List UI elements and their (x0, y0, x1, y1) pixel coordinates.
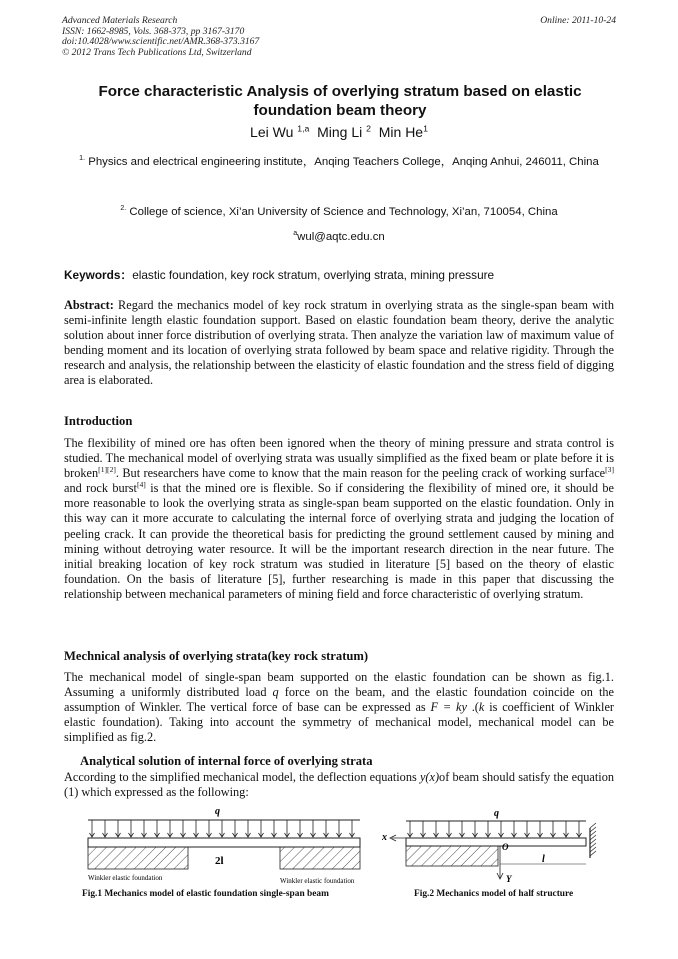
x-axis-label: x (382, 832, 387, 843)
text-run: . But researchers have come to know that the main reason for the peeling crack of working surface (115, 466, 606, 481)
support-hatch-line (590, 847, 596, 852)
fixed-support-hatch (590, 823, 596, 856)
journal-name: Advanced Materials Research (62, 15, 178, 26)
load-label: q (215, 806, 220, 817)
support-hatch-line (590, 831, 596, 836)
citation: [1][2] (98, 465, 116, 475)
origin-label: O (502, 842, 509, 852)
affiliation-2 (62, 202, 616, 223)
keywords-text: elastic foundation, key rock stratum, overlying strata, mining pressure (132, 268, 495, 282)
author-affiliation-mark: 2 (366, 123, 371, 134)
math-symbol: q (272, 685, 279, 700)
math-symbol: k (478, 700, 485, 715)
affiliation-text: College of science, Xi’an University of Science and Technology, Xi’an, 710054, China (129, 206, 558, 218)
figure-2-caption: Fig.2 Mechanics model of half structure (414, 889, 574, 899)
support-hatch-line (590, 843, 596, 848)
span-label: 2l (215, 855, 224, 867)
paper-title: Force characteristic Analysis of overlying stratum based on elastic foundation beam theory (98, 83, 582, 119)
beam (406, 838, 586, 846)
introduction-heading: Introduction (64, 414, 133, 428)
math-formula: F = ky (430, 700, 467, 715)
figure-2-diagram (382, 806, 612, 886)
left-foundation-label: Winkler elastic foundation (88, 874, 163, 882)
author-affiliation-mark: 1 (423, 123, 428, 134)
text-run: and rock burst (64, 481, 137, 496)
foundation (406, 846, 498, 866)
journal-header (62, 16, 616, 58)
mechanical-analysis-heading: Mechnical analysis of overlying strata(key rock stratum) (64, 649, 369, 663)
abstract-text: Regard the mechanics model of key rock stratum in overlying strata as the single-span beam with semi-infinite length elastic foundation support. Based on elastic foundation beam theory, derive the analytic solution about inner force distribution of overlying strata. Then analyze the variation law of maximum value of bending moment and its location of overlying strata followed by beam space and relative rigidity. Through the research and analysis, the relationship between the elasticity of elastic foundation and the stress field of digging area is elaborated. (64, 298, 614, 388)
keywords (64, 266, 616, 283)
author-list (62, 124, 616, 140)
affiliation-1 (62, 152, 616, 173)
support-hatch-line (590, 823, 596, 828)
right-foundation-label: Winkler elastic foundation (280, 877, 355, 885)
figure-1-caption: Fig.1 Mechanics model of elastic foundation single-span beam (82, 889, 329, 899)
citation: [3] (605, 465, 614, 475)
author-name: Min He (378, 124, 424, 140)
analytical-solution-heading: Analytical solution of internal force of overlying strata (80, 754, 373, 768)
text-run: force on the beam, and the elastic foundation coincide on the assumption of Winkler. The vertical force of base can be expressed as (64, 685, 614, 715)
email-mark: a (293, 230, 298, 238)
load-label: q (494, 808, 499, 819)
mechanical-analysis-body (64, 670, 614, 745)
distributed-load-arrows (408, 821, 582, 837)
support-hatch-line (590, 835, 596, 840)
affiliation-mark: 2. (120, 205, 127, 213)
text-run: The flexibility of mined ore has often been ignored when the theory of mining pressure and strata control is studied. The mechanical model of overlying strata was usually simplified as the fixed beam or plate before it is broken (64, 436, 614, 481)
affiliation-text: Physics and electrical engineering institute，Anqing Teachers College，Anqing Anhui, 246011, China (88, 156, 599, 168)
keywords-label: Keywords： (64, 268, 133, 282)
text-run: According to the simplified mechanical model, the deflection equations (64, 770, 420, 784)
abstract-label: Abstract: (64, 298, 114, 312)
citation: [4] (136, 480, 146, 490)
beam (88, 838, 360, 847)
doi-line: doi:10.4028/www.scientific.net/AMR.368-373.3167 (62, 36, 260, 48)
author-affiliation-mark: 1,a (297, 123, 310, 134)
text-run: is that the mined ore is flexible. So if considering the flexibility of mined ore, it should be more reasonable to look the overlying strata as single-span beam supported on the elastic foundation. Only in this way can it more accurate to calculating the internal force of overlying strata and judging the location of peeling crack. It can provide the theoretical basis for predicting the ground settlement caused by mining and mining without detroying water resource. It will be the important research direction in the near future. The initial breaking location of key rock stratum was studied in literature [5] based on the theory of elastic foundation. On the basis of literature [5], further researching is made in this paper that discussing the relationship between mechanical parameters of mining field and force characteristic of overlying stratum. (64, 481, 614, 601)
author-name: Lei Wu (250, 124, 294, 140)
text-run: is coefficient of Winkler elastic foundation). Taking into account the symmetry of mechanical model, mechanical model can be simplified as fig.2. (64, 700, 615, 745)
copyright-line: © 2012 Trans Tech Publications Ltd, Switzerland (62, 46, 252, 58)
analytical-solution-body (64, 770, 614, 800)
right-foundation (280, 847, 360, 869)
y-axis-label: Y (506, 874, 512, 884)
support-hatch-line (590, 851, 596, 856)
support-hatch-line (590, 827, 596, 832)
text-run: .( (466, 700, 479, 715)
email-text: wul@aqtc.edu.cn (297, 231, 385, 243)
math-formula: y(x) (419, 770, 440, 784)
online-date: Online: 2011-10-24 (540, 15, 616, 26)
left-foundation (88, 847, 188, 869)
abstract (64, 298, 614, 389)
distributed-load-arrows (90, 820, 355, 837)
length-label: l (542, 854, 545, 865)
support-hatch-line (590, 839, 596, 844)
contact-email (62, 231, 616, 243)
author-name: Ming Li (317, 124, 363, 140)
introduction-body (64, 436, 614, 602)
affiliation-mark: 1. (79, 155, 86, 163)
issn-line: ISSN: 1662-8985, Vols. 368-373, pp 3167-3170 (62, 25, 245, 37)
text-run: The mechanical model of single-span beam supported on the elastic foundation can be shown as fig.1. Assuming a uniformly distributed load (64, 670, 614, 700)
figure-1-diagram (80, 804, 370, 886)
text-run: of beam should satisfy the equation (1) which expressed as the following: (64, 770, 614, 800)
